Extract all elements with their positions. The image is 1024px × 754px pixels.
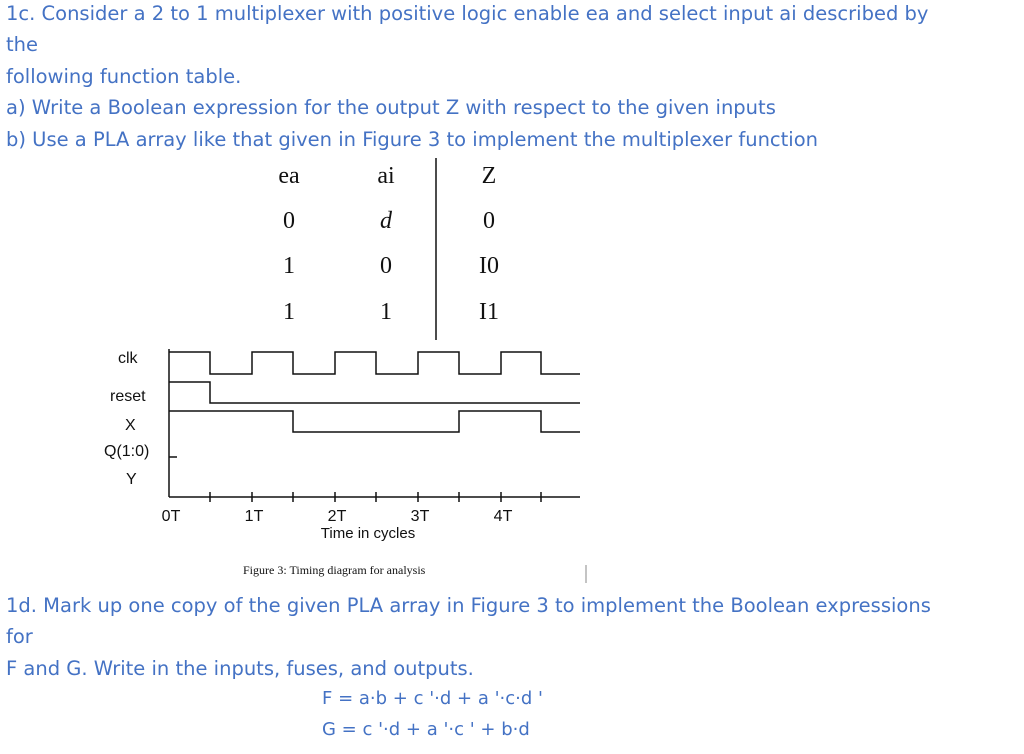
table-header-ea: ea: [278, 163, 300, 189]
table-cell: 1: [380, 299, 392, 325]
table-cell: 0: [483, 208, 495, 234]
problem-1d-line1: 1d. Mark up one copy of the given PLA array in Figure 3 to implement the Boolean expressions: [6, 594, 931, 617]
x-waveform: [169, 411, 580, 432]
signal-label-x: X: [125, 417, 136, 434]
equation-g: G = c '·d + a '·c ' + b·d: [322, 719, 530, 740]
problem-1d-line2: for: [6, 625, 33, 648]
table-cell: 1: [283, 253, 295, 279]
tick-label-2t: 2T: [327, 508, 347, 525]
problem-1c-line2: the: [6, 33, 39, 56]
table-cell: d: [380, 208, 392, 234]
signal-label-q: Q(1:0): [104, 443, 150, 460]
signal-label-reset: reset: [110, 388, 146, 405]
problem-1d-line3: F and G. Write in the inputs, fuses, and outputs.: [6, 657, 474, 680]
time-axis-label: Time in cycles: [320, 525, 416, 542]
problem-1c-line5: b) Use a PLA array like that given in Figure 3 to implement the multiplexer function: [6, 128, 819, 151]
table-cell: I1: [479, 299, 499, 325]
signal-label-clk: clk: [118, 350, 138, 367]
function-table: [0, 0, 1024, 340]
table-cell: 1: [283, 299, 295, 325]
table-cell: 0: [283, 208, 295, 234]
tick-label-1t: 1T: [244, 508, 264, 525]
signal-label-y: Y: [126, 471, 137, 488]
tick-label-0t: 0T: [161, 508, 181, 525]
clk-waveform: [169, 352, 580, 374]
reset-waveform: [169, 382, 580, 403]
table-cell: 0: [380, 253, 392, 279]
table-header-z: Z: [481, 163, 497, 189]
problem-1c-line4: a) Write a Boolean expression for the output Z with respect to the given inputs: [6, 96, 776, 119]
table-cell: I0: [479, 253, 499, 279]
figure-caption: Figure 3: Timing diagram for analysis: [243, 563, 426, 577]
equation-f: F = a·b + c '·d + a '·c·d ': [322, 688, 543, 709]
tick-label-4t: 4T: [493, 508, 513, 525]
problem-1c-line1: 1c. Consider a 2 to 1 multiplexer with positive logic enable ea and select input ai described by: [6, 2, 929, 25]
table-header-ai: ai: [377, 163, 395, 189]
tick-label-3t: 3T: [410, 508, 430, 525]
problem-1c-line3: following function table.: [6, 65, 242, 88]
